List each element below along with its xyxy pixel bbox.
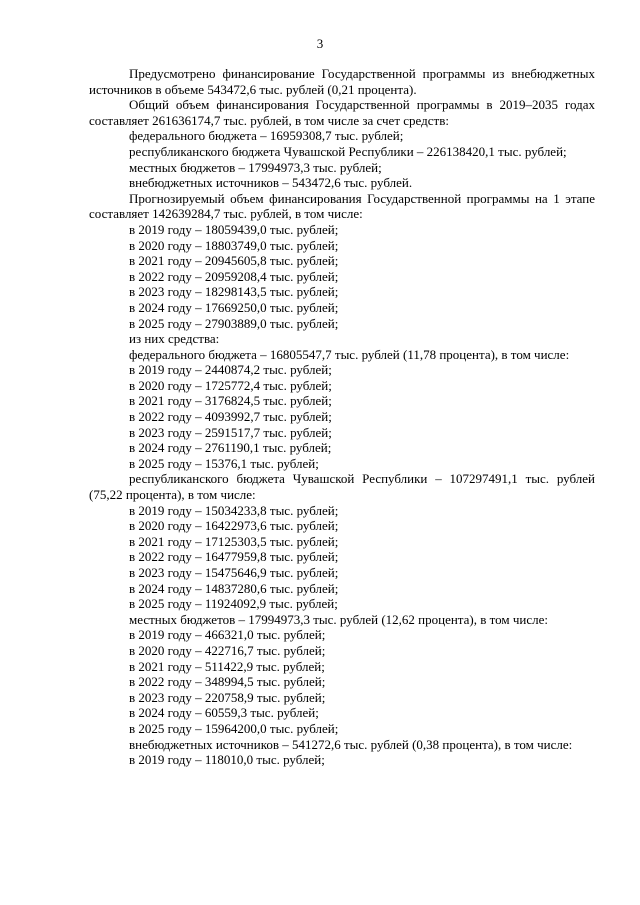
text-line: в 2024 году – 60559,3 тыс. рублей;	[129, 705, 319, 721]
text-line: в 2020 году – 422716,7 тыс. рублей;	[129, 642, 326, 658]
text-line: в 2020 году – 1725772,4 тыс. рублей;	[129, 377, 332, 393]
text-line: в 2025 году – 15376,1 тыс. рублей;	[129, 455, 319, 471]
text-line: в 2025 году – 15964200,0 тыс. рублей;	[129, 720, 339, 736]
text-line: в 2023 году – 18298143,5 тыс. рублей;	[129, 284, 339, 300]
text-line: в 2023 году – 15475646,9 тыс. рублей;	[129, 565, 339, 580]
text-line: местных бюджетов – 17994973,3 тыс. рублей;	[129, 159, 382, 175]
text-line: в 2019 году – 18059439,0 тыс. рублей;	[129, 221, 339, 237]
text-paragraph: Общий объем финансирования Государственной программы в 2019–2035 годах составляет 261636174,7 тыс. рублей, в том числе за счет средств:	[89, 97, 595, 128]
text-line: в 2021 году – 511422,9 тыс. рублей;	[129, 658, 325, 674]
text-line: в 2022 году – 20959208,4 тыс. рублей;	[129, 268, 339, 284]
text-line: в 2019 году – 15034233,8 тыс. рублей;	[129, 502, 339, 518]
text-paragraph: федерального бюджета – 16805547,7 тыс. рублей (11,78 процента), в том числе:	[129, 346, 570, 362]
text-line: в 2025 году – 11924092,9 тыс. рублей;	[129, 596, 338, 612]
text-line: в 2019 году – 2440874,2 тыс. рублей;	[129, 362, 332, 378]
text-line: в 2024 году – 17669250,0 тыс. рублей;	[129, 299, 339, 315]
text-line: в 2024 году – 14837280,6 тыс. рублей;	[129, 580, 339, 596]
text-line: в 2024 году – 2761190,1 тыс. рублей;	[129, 440, 332, 456]
text-line: в 2025 году – 27903889,0 тыс. рублей;	[129, 315, 339, 331]
text-paragraph: республиканского бюджета Чувашской Республики – 226138420,1 тыс. рублей;	[129, 143, 567, 159]
text-line: в 2020 году – 18803749,0 тыс. рублей;	[129, 237, 339, 253]
text-line: в 2022 году – 4093992,7 тыс. рублей;	[129, 409, 332, 425]
text-paragraph: республиканского бюджета Чувашской Республики – 107297491,1 тыс. рублей (75,22 процента), в том числе:	[89, 471, 595, 503]
text-line: федерального бюджета – 16959308,7 тыс. рублей;	[129, 128, 404, 144]
text-line: внебюджетных источников – 543472,6 тыс. рублей.	[129, 175, 413, 191]
text-line: в 2022 году – 16477959,8 тыс. рублей;	[129, 549, 339, 565]
text-line: в 2023 году – 220758,9 тыс. рублей;	[129, 689, 326, 705]
document-body	[89, 66, 595, 768]
text-line: в 2019 году – 466321,0 тыс. рублей;	[129, 627, 326, 643]
text-line: в 2020 году – 16422973,6 тыс. рублей;	[129, 518, 339, 534]
text-line: в 2021 году – 3176824,5 тыс. рублей;	[129, 393, 332, 409]
text-line: в 2021 году – 17125303,5 тыс. рублей;	[129, 533, 339, 549]
text-line: из них средства:	[129, 331, 220, 347]
text-paragraph: Предусмотрено финансирование Государственной программы из внебюджетных источников в объеме 543472,6 тыс. рублей (0,21 процента).	[89, 66, 595, 97]
page-number: 3	[316, 36, 324, 51]
text-paragraph: внебюджетных источников – 541272,6 тыс. рублей (0,38 процента), в том числе:	[129, 736, 573, 752]
text-line: в 2023 году – 2591517,7 тыс. рублей;	[129, 424, 332, 440]
text-paragraph: Прогнозируемый объем финансирования Государственной программы на 1 этапе составляет 142639284,7 тыс. рублей, в том числе:	[89, 190, 595, 222]
text-line: в 2021 году – 20945605,8 тыс. рублей;	[129, 253, 339, 269]
text-line: местных бюджетов – 17994973,3 тыс. рублей (12,62 процента), в том числе:	[129, 611, 548, 627]
text-line: в 2019 году – 118010,0 тыс. рублей;	[129, 752, 325, 768]
text-line: в 2022 году – 348994,5 тыс. рублей;	[129, 674, 326, 690]
